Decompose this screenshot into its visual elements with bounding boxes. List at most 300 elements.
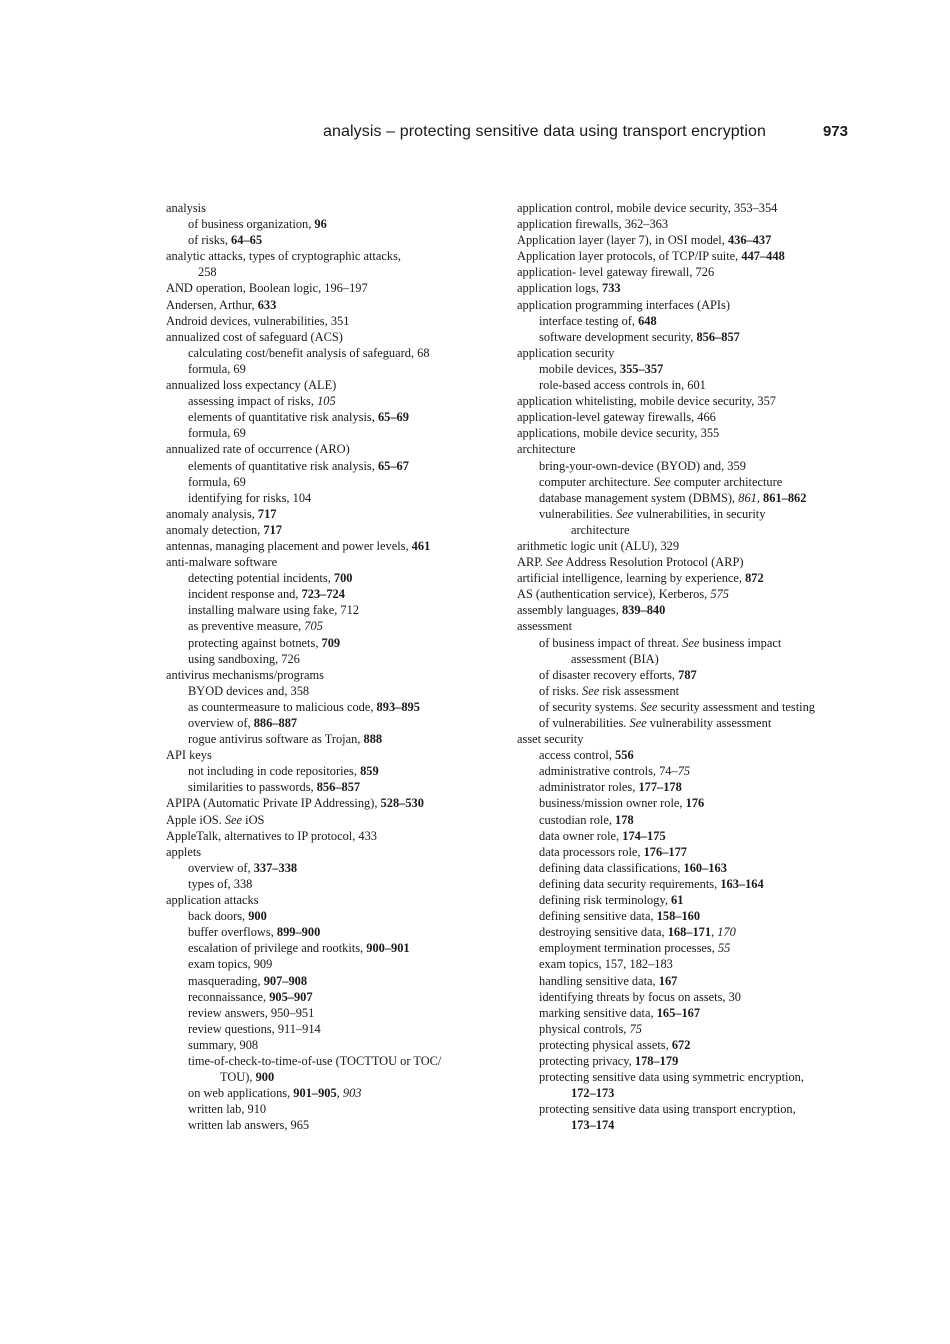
entry-text: assessing impact of risks,	[188, 394, 318, 409]
entry-text: detecting potential incidents,	[188, 571, 334, 586]
entry-text: API keys	[166, 748, 212, 763]
index-subentry	[166, 409, 484, 425]
entry-text: calculating cost/benefit analysis of safeguard, 68	[188, 345, 430, 360]
page-ref-bold: 839–840	[621, 603, 666, 618]
entry-text: elements of quantitative risk analysis,	[188, 410, 378, 425]
entry-text: of disaster recovery efforts,	[539, 667, 679, 682]
index-subentry	[166, 956, 484, 972]
entry-text: application programming interfaces (APIs)	[517, 297, 730, 312]
index-subentry	[517, 779, 857, 795]
index-subentry	[166, 715, 484, 731]
index-subentry	[517, 1117, 857, 1133]
index-subentry	[166, 1021, 484, 1037]
index-entry	[166, 522, 484, 538]
entry-text: AND operation, Boolean logic, 196–197	[166, 281, 368, 296]
entry-text: mobile devices,	[539, 361, 620, 376]
entry-text: AppleTalk, alternatives to IP protocol, 433	[166, 828, 377, 843]
entry-text: protecting against botnets,	[188, 635, 322, 650]
index-subentry	[517, 973, 857, 989]
page-ref-bold: 355–357	[619, 361, 664, 376]
index-subentry	[517, 892, 857, 908]
entry-text: Application layer protocols, of TCP/IP suite,	[517, 249, 742, 264]
entry-text: employment termination processes,	[539, 941, 718, 956]
entry-text: using sandboxing, 726	[188, 651, 300, 666]
italic-text: 903	[342, 1086, 362, 1101]
page-ref-bold: 174–175	[622, 828, 666, 843]
index-entry	[166, 248, 484, 264]
index-entry	[166, 441, 484, 457]
entry-text: application logs,	[517, 281, 602, 296]
page-ref-bold: 886–887	[253, 716, 298, 730]
index-subentry	[166, 586, 484, 602]
entry-text: exam topics, 157, 182–183	[539, 957, 673, 972]
page-ref-bold: 901–905	[293, 1086, 337, 1101]
entry-text: marking sensitive data,	[539, 1005, 657, 1020]
entry-text: antivirus mechanisms/programs	[166, 667, 324, 682]
entry-text: masquerading,	[188, 973, 264, 988]
entry-text: applets	[166, 844, 202, 859]
entry-text: access control,	[539, 748, 616, 763]
page-ref-bold: 160–163	[683, 860, 727, 875]
entry-text: 258	[198, 265, 217, 280]
entry-text: buffer overflows,	[188, 925, 277, 940]
index-subentry	[166, 264, 484, 280]
index-subentry	[517, 989, 857, 1005]
index-subentry	[166, 602, 484, 618]
page-ref-bold: 900	[248, 909, 267, 924]
index-subentry	[517, 940, 857, 956]
entry-text: protecting privacy,	[539, 1053, 635, 1068]
index-entry	[166, 297, 484, 313]
index-subentry	[166, 1117, 484, 1133]
page-ref-bold: 900	[255, 1070, 275, 1085]
index-entry	[517, 425, 857, 441]
page-ref-bold: 556	[615, 748, 634, 763]
index-entry	[517, 297, 857, 313]
page-ref-bold: 61	[671, 893, 684, 908]
page-ref-bold: 633	[257, 297, 277, 312]
entry-text: AS (authentication service), Kerberos,	[517, 587, 711, 602]
entry-text: protecting physical assets,	[539, 1037, 672, 1052]
index-subentry	[517, 715, 857, 731]
page-ref-bold: 167	[658, 973, 678, 988]
entry-text: not including in code repositories,	[188, 764, 361, 779]
index-subentry	[166, 1037, 484, 1053]
index-subentry	[166, 1069, 484, 1085]
italic-text: 55	[717, 941, 731, 956]
italic-text: 861	[738, 490, 757, 505]
index-subentry	[166, 393, 484, 409]
index-subentry	[166, 940, 484, 956]
index-subentry	[166, 973, 484, 989]
page-ref-bold: 893–895	[376, 699, 420, 714]
index-entry	[166, 795, 484, 811]
page-ref-bold: 447–448	[741, 249, 785, 264]
page-ref-bold: 178–179	[634, 1053, 679, 1068]
index-subentry	[166, 458, 484, 474]
entry-text: TOU),	[220, 1070, 256, 1085]
entry-text: time-of-check-to-time-of-use (TOCTTOU or TOC/	[188, 1053, 442, 1068]
italic-text: 105	[317, 394, 336, 409]
index-subentry	[517, 361, 857, 377]
entry-text: data owner role,	[539, 828, 623, 843]
italic-text: 575	[710, 587, 729, 602]
index-subentry	[517, 667, 857, 683]
index-subentry	[166, 1053, 484, 1069]
entry-text: administrator roles,	[539, 780, 639, 795]
entry-text: Andersen, Arthur,	[166, 297, 258, 312]
index-subentry	[517, 313, 857, 329]
page-ref-bold: 64–65	[231, 233, 263, 248]
index-subentry	[517, 828, 857, 844]
index-subentry	[517, 635, 857, 651]
index-subentry	[166, 651, 484, 667]
index-subentry	[166, 216, 484, 232]
page-ref-bold: 856–857	[316, 780, 361, 795]
index-subentry	[166, 989, 484, 1005]
index-subentry	[517, 651, 857, 667]
index-column-left	[166, 200, 484, 1133]
page-ref-bold: 717	[263, 522, 282, 537]
entry-text: vulnerabilities.	[539, 506, 617, 521]
entry-text: anomaly analysis,	[166, 506, 258, 521]
entry-text: installing malware using fake, 712	[188, 603, 360, 618]
entry-text: computer architecture	[670, 474, 783, 489]
page-ref-bold: 436–437	[727, 233, 772, 248]
entry-text: defining data security requirements,	[539, 876, 721, 891]
page-ref-bold: 856–857	[696, 329, 740, 344]
entry-text: business/mission owner role,	[539, 796, 686, 811]
entry-text: application attacks	[166, 893, 259, 908]
entry-text: antennas, managing placement and power levels,	[166, 538, 412, 553]
index-entry	[517, 216, 857, 232]
index-subentry	[166, 924, 484, 940]
page-ref-bold: 165–167	[656, 1005, 701, 1020]
entry-text: formula, 69	[188, 474, 246, 489]
entry-text: elements of quantitative risk analysis,	[188, 458, 378, 473]
entry-text: ,	[756, 490, 764, 505]
entry-text: risk assessment	[599, 683, 680, 698]
page-number: 973	[822, 123, 848, 140]
entry-text: of security systems.	[539, 699, 641, 714]
page-ref-bold: 173–174	[571, 1118, 615, 1133]
entry-text: architecture	[517, 442, 576, 457]
index-subentry	[166, 699, 484, 715]
index-subentry	[517, 458, 857, 474]
index-entry	[517, 280, 857, 296]
index-subentry	[517, 1021, 857, 1037]
page-ref-bold: 861–862	[763, 490, 807, 505]
page-ref-bold: 900–901	[366, 941, 410, 956]
entry-text: overview of,	[188, 716, 254, 730]
entry-text: annualized rate of occurrence (ARO)	[166, 442, 350, 457]
entry-text: escalation of privilege and rootkits,	[188, 941, 367, 956]
page-ref-bold: 178	[615, 812, 634, 827]
entry-text: application control, mobile device security, 353–354	[517, 201, 778, 215]
index-subentry	[517, 844, 857, 860]
page-ref-bold: 65–69	[377, 410, 409, 425]
running-head-title: analysis – protecting sensitive data using transport encryption	[323, 123, 766, 140]
index-entry	[517, 570, 857, 586]
entry-text: role-based access controls in, 601	[539, 378, 706, 393]
entry-text: defining data classifications,	[539, 860, 684, 875]
index-entry	[166, 892, 484, 908]
index-entry	[517, 441, 857, 457]
page-ref-bold: 872	[745, 571, 764, 586]
entry-text: written lab, 910	[188, 1102, 267, 1117]
page-ref-bold: 859	[360, 764, 379, 779]
entry-text: annualized cost of safeguard (ACS)	[166, 329, 343, 344]
entry-text: reconnaissance,	[188, 989, 270, 1004]
index-subentry	[166, 490, 484, 506]
entry-text: interface testing of,	[539, 313, 639, 328]
entry-text: application-level gateway firewalls, 466	[517, 410, 716, 425]
index-entry	[166, 329, 484, 345]
entry-text: data processors role,	[539, 844, 644, 859]
entry-text: destroying sensitive data,	[539, 925, 668, 940]
index-subentry	[166, 763, 484, 779]
entry-text: anomaly detection,	[166, 522, 264, 537]
entry-text: assembly languages,	[517, 603, 622, 618]
index-subentry	[517, 1101, 857, 1117]
italic-text: See	[545, 555, 564, 570]
entry-text: protecting sensitive data using transport encryption,	[539, 1102, 796, 1117]
index-entry	[517, 586, 857, 602]
index-subentry	[517, 1037, 857, 1053]
index-subentry	[517, 747, 857, 763]
entry-text: rogue antivirus software as Trojan,	[188, 732, 364, 747]
entry-text: applications, mobile device security, 355	[517, 426, 720, 441]
page-ref-bold: 96	[314, 217, 327, 232]
index-subentry	[517, 860, 857, 876]
entry-text: bring-your-own-device (BYOD) and, 359	[539, 458, 746, 473]
index-column-right	[517, 200, 857, 1133]
index-subentry	[166, 908, 484, 924]
index-subentry	[517, 956, 857, 972]
entry-text: as countermeasure to malicious code,	[188, 699, 377, 714]
index-entry	[517, 409, 857, 425]
page-ref-bold: 177–178	[638, 780, 682, 795]
index-entry	[517, 602, 857, 618]
index-subentry	[166, 860, 484, 876]
page-ref-bold: 65–67	[377, 458, 409, 473]
entry-text: iOS	[242, 812, 265, 827]
page-ref-bold: 672	[671, 1037, 691, 1052]
entry-text: types of, 338	[188, 876, 253, 891]
page-ref-bold: 168–171	[667, 925, 712, 940]
page-ref-bold: 787	[678, 667, 697, 682]
index-subentry	[166, 1085, 484, 1101]
page-ref-bold: 172–173	[571, 1086, 615, 1101]
entry-text: software development security,	[539, 329, 697, 344]
index-subentry	[517, 1069, 857, 1085]
entry-text: vulnerabilities, in security	[633, 506, 766, 521]
index-entry	[517, 345, 857, 361]
entry-text: vulnerability assessment	[646, 716, 772, 730]
entry-text: as preventive measure,	[188, 619, 305, 634]
italic-text: See	[682, 635, 700, 650]
index-entry	[166, 506, 484, 522]
index-entry	[517, 232, 857, 248]
entry-text: protecting sensitive data using symmetric encryption,	[539, 1070, 804, 1085]
index-subentry	[517, 474, 857, 490]
index-subentry	[517, 1005, 857, 1021]
index-entry	[517, 248, 857, 264]
index-subentry	[517, 329, 857, 345]
entry-text: physical controls,	[539, 1021, 630, 1036]
page-ref-bold: 907–908	[263, 973, 308, 988]
index-subentry	[166, 1005, 484, 1021]
index-subentry	[166, 635, 484, 651]
italic-text: 170	[717, 925, 736, 940]
entry-text: architecture	[571, 522, 630, 537]
index-subentry	[166, 876, 484, 892]
index-subentry	[517, 377, 857, 393]
entry-text: Application layer (layer 7), in OSI model,	[517, 233, 728, 248]
index-entry	[517, 264, 857, 280]
page-ref-bold: 176	[685, 796, 705, 811]
index-entry	[166, 280, 484, 296]
entry-text: application- level gateway firewall, 726	[517, 265, 715, 280]
index-entry	[166, 538, 484, 554]
page-ref-bold: 709	[321, 635, 341, 650]
index-entry	[166, 828, 484, 844]
page-ref-bold: 176–177	[643, 844, 687, 859]
entry-text: incident response and,	[188, 587, 302, 602]
entry-text: formula, 69	[188, 361, 246, 376]
page-ref-bold: 158–160	[656, 909, 701, 924]
entry-text: application security	[517, 345, 615, 360]
index-subentry	[517, 506, 857, 522]
index-subentry	[517, 522, 857, 538]
index-subentry	[166, 683, 484, 699]
entry-text: exam topics, 909	[188, 957, 273, 972]
index-subentry	[517, 490, 857, 506]
index-subentry	[517, 683, 857, 699]
index-subentry	[166, 361, 484, 377]
page-ref-bold: 337–338	[253, 860, 298, 875]
entry-text: database management system (DBMS),	[539, 490, 739, 505]
index-entry	[166, 844, 484, 860]
page-ref-bold: 723–724	[301, 587, 345, 602]
entry-text: arithmetic logic unit (ALU), 329	[517, 538, 680, 553]
entry-text: analytic attacks, types of cryptographic attacks,	[166, 249, 401, 264]
index-entry	[166, 377, 484, 393]
entry-text: custodian role,	[539, 812, 616, 827]
entry-text: on web applications,	[188, 1086, 294, 1101]
entry-text: business impact	[699, 635, 782, 650]
italic-text: 75	[629, 1021, 642, 1036]
index-entry	[517, 731, 857, 747]
italic-text: See	[616, 506, 634, 521]
italic-text: See	[640, 699, 658, 714]
index-entry	[166, 200, 484, 216]
italic-text: See	[629, 716, 647, 730]
entry-text: ,	[711, 925, 718, 940]
index-subentry	[166, 232, 484, 248]
italic-text: 75	[677, 764, 691, 779]
index-entry	[166, 313, 484, 329]
entry-text: ,	[336, 1086, 343, 1101]
index-subentry	[517, 699, 857, 715]
index-entry	[166, 667, 484, 683]
page-ref-bold: 648	[638, 313, 657, 328]
entry-text: defining risk terminology,	[539, 893, 672, 908]
index-subentry	[517, 795, 857, 811]
italic-text: See	[224, 812, 243, 827]
entry-text: application whitelisting, mobile device security, 357	[517, 394, 776, 409]
entry-text: identifying for risks, 104	[188, 490, 312, 505]
entry-text: identifying threats by focus on assets, 30	[539, 989, 742, 1004]
italic-text: See	[653, 474, 671, 489]
page-ref-bold: 700	[333, 571, 353, 586]
entry-text: administrative controls, 74–	[539, 764, 678, 779]
index-subentry	[517, 876, 857, 892]
entry-text: review questions, 911–914	[188, 1021, 321, 1036]
entry-text: defining sensitive data,	[539, 909, 657, 924]
page-ref-bold: 905–907	[269, 989, 313, 1004]
entry-text: security assessment and testing	[657, 699, 815, 714]
index-entry	[517, 538, 857, 554]
entry-text: similarities to passwords,	[188, 780, 317, 795]
index-entry	[517, 618, 857, 634]
entry-text: analysis	[166, 201, 206, 215]
page-ref-bold: 528–530	[380, 796, 424, 811]
page-ref-bold: 733	[602, 281, 621, 296]
entry-text: formula, 69	[188, 426, 246, 441]
entry-text: of business impact of threat.	[539, 635, 683, 650]
entry-text: artificial intelligence, learning by experience,	[517, 571, 746, 586]
index-entry	[517, 200, 857, 216]
index-subentry	[517, 1053, 857, 1069]
entry-text: asset security	[517, 732, 584, 747]
index-subentry	[166, 779, 484, 795]
entry-text: written lab answers, 965	[188, 1118, 310, 1133]
entry-text: of business organization,	[188, 217, 315, 232]
entry-text: Apple iOS.	[166, 812, 225, 827]
page-ref-bold: 899–900	[276, 925, 321, 940]
entry-text: annualized loss expectancy (ALE)	[166, 378, 337, 393]
page-ref-bold: 461	[411, 538, 431, 553]
entry-text: APIPA (Automatic Private IP Addressing),	[166, 796, 381, 811]
entry-text: application firewalls, 362–363	[517, 217, 669, 232]
index-entry	[166, 747, 484, 763]
index-entry	[517, 554, 857, 570]
entry-text: ARP.	[517, 555, 546, 570]
entry-text: of risks,	[188, 233, 232, 248]
entry-text: of risks.	[539, 683, 583, 698]
page-ref-bold: 163–164	[720, 876, 764, 891]
index-subentry	[517, 1085, 857, 1101]
index-subentry	[517, 812, 857, 828]
entry-text: of vulnerabilities.	[539, 716, 630, 730]
entry-text: anti-malware software	[166, 555, 278, 570]
page-ref-bold: 717	[257, 506, 277, 521]
index-subentry	[166, 731, 484, 747]
entry-text: Address Resolution Protocol (ARP)	[563, 555, 744, 570]
index-entry	[517, 393, 857, 409]
index-entry	[166, 812, 484, 828]
entry-text: review answers, 950–951	[188, 1005, 315, 1020]
index-subentry	[166, 1101, 484, 1117]
index-subentry	[166, 474, 484, 490]
entry-text: computer architecture.	[539, 474, 654, 489]
entry-text: assessment (BIA)	[571, 651, 659, 666]
index-subentry	[517, 908, 857, 924]
index-subentry	[517, 763, 857, 779]
running-head	[0, 123, 950, 145]
entry-text: assessment	[517, 619, 573, 634]
